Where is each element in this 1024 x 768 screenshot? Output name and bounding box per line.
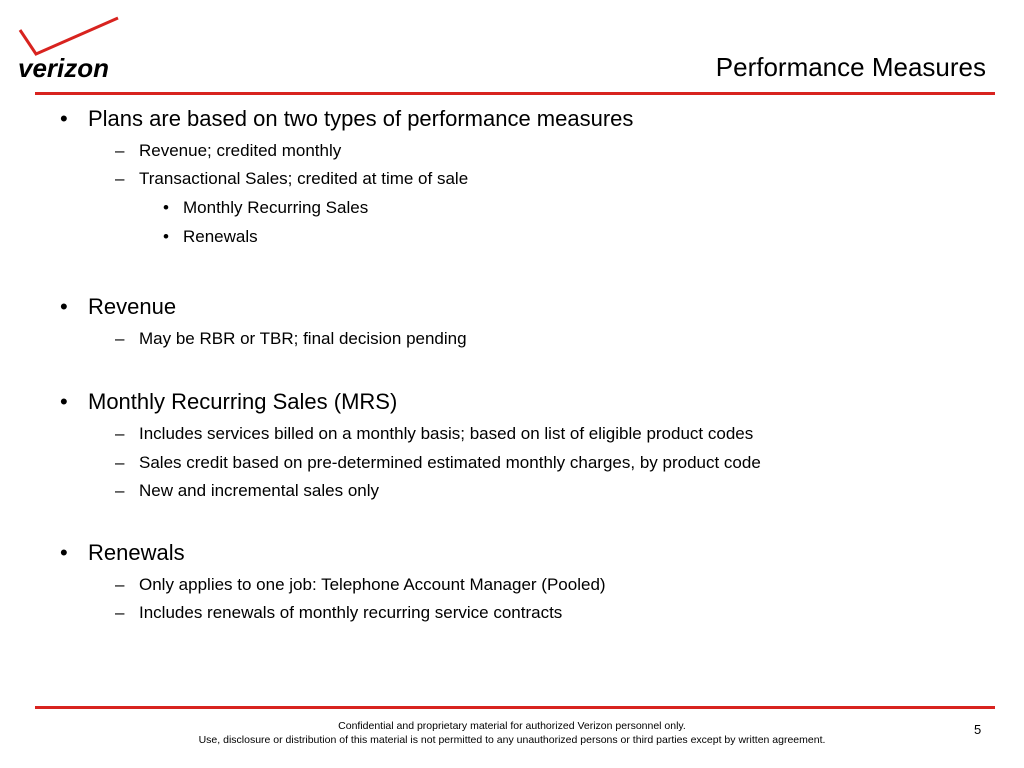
dash-marker: –	[115, 453, 125, 472]
sub-sub-bullet-item	[163, 198, 368, 218]
bullet-marker: •	[60, 106, 68, 131]
sub-bullet-text: Includes services billed on a monthly basis; based on list of eligible product codes	[139, 424, 754, 443]
bullet-item	[60, 106, 633, 132]
sub-bullet-text: May be RBR or TBR; final decision pending	[139, 329, 467, 348]
sub-bullet-item	[115, 603, 562, 623]
dash-marker: –	[115, 141, 125, 160]
dash-marker: –	[115, 575, 125, 594]
confidentiality-notice	[0, 719, 1024, 747]
bullet-marker: •	[60, 294, 68, 319]
sub-bullet-text: Revenue; credited monthly	[139, 141, 342, 160]
bullet-text: Renewals	[88, 540, 185, 565]
dash-marker: –	[115, 603, 125, 622]
sub-bullet-item	[115, 481, 379, 501]
sub-bullet-item	[115, 169, 468, 189]
bullet-marker: •	[60, 540, 68, 565]
footer-divider	[35, 706, 995, 709]
sub-sub-bullet-text: Monthly Recurring Sales	[183, 198, 369, 217]
bullet-text: Plans are based on two types of performance measures	[88, 106, 634, 131]
bullet-marker: •	[60, 389, 68, 414]
sub-bullet-text: Sales credit based on pre-determined estimated monthly charges, by product code	[139, 453, 761, 472]
sub-bullet-item	[115, 329, 467, 349]
bullet-text: Revenue	[88, 294, 177, 319]
dash-marker: –	[115, 329, 125, 348]
sub-bullet-item	[115, 453, 761, 473]
footer-line-1: Confidential and proprietary material for authorized Verizon personnel only.	[338, 720, 686, 732]
footer-line-2: Use, disclosure or distribution of this material is not permitted to any unauthorized persons or third parties except by written agreement.	[198, 734, 826, 746]
bullet-text: Monthly Recurring Sales (MRS)	[88, 389, 398, 414]
sub-bullet-item	[115, 424, 753, 444]
sub-sub-bullet-item	[163, 227, 258, 247]
sub-bullet-item	[115, 575, 606, 595]
bullet-item	[60, 389, 397, 415]
sub-bullet-text: Includes renewals of monthly recurring service contracts	[139, 603, 563, 622]
sub-bullet-item	[115, 141, 341, 161]
bullet-marker: •	[163, 198, 169, 217]
sub-bullet-text: Transactional Sales; credited at time of sale	[139, 169, 469, 188]
dash-marker: –	[115, 481, 125, 500]
logo-wordmark: verizon	[18, 53, 110, 83]
page-number: 5	[974, 722, 982, 737]
sub-sub-bullet-text: Renewals	[183, 227, 258, 246]
bullet-marker: •	[163, 227, 169, 246]
sub-bullet-text: New and incremental sales only	[139, 481, 380, 500]
sub-bullet-text: Only applies to one job: Telephone Account Manager (Pooled)	[139, 575, 606, 594]
bullet-item	[60, 294, 176, 320]
slide-title: Performance Measures	[715, 52, 986, 82]
dash-marker: –	[115, 169, 125, 188]
dash-marker: –	[115, 424, 125, 443]
bullet-item	[60, 540, 185, 566]
